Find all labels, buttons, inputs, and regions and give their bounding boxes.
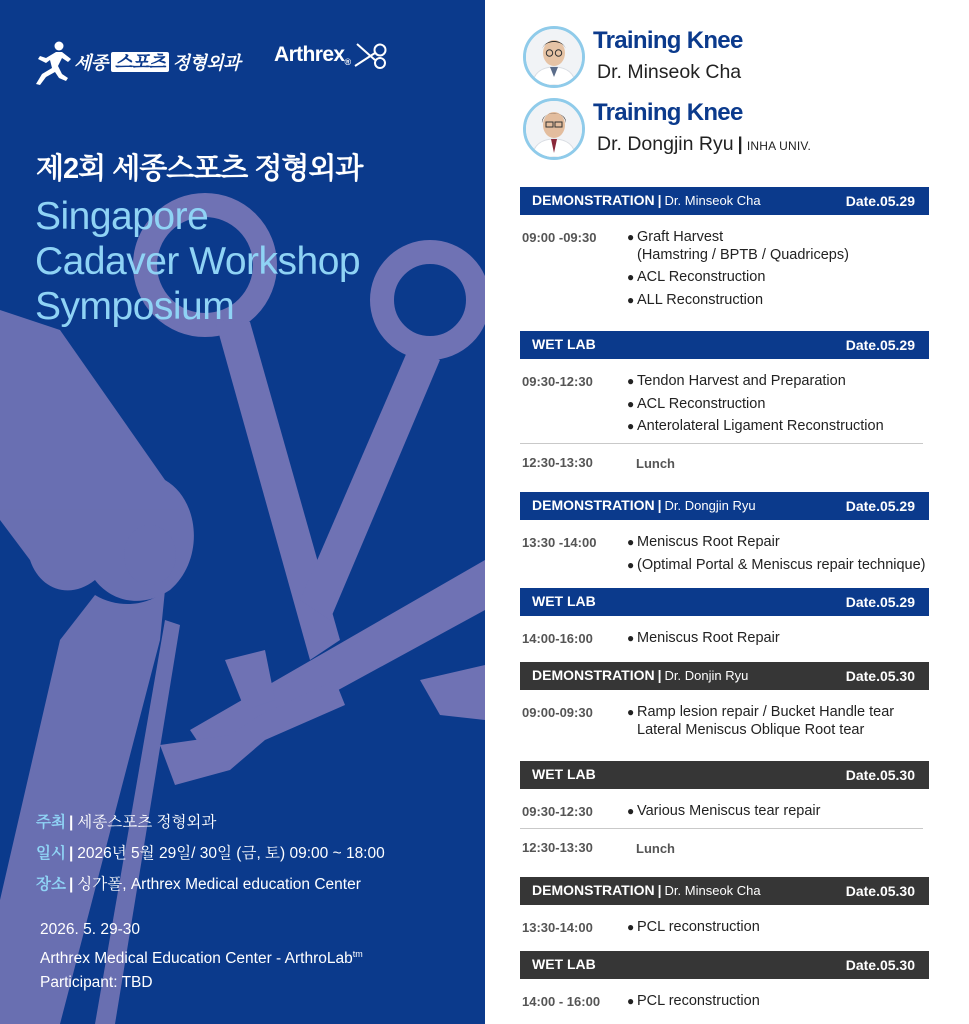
agenda-item-text: Anterolateral Ligament Reconstruction — [637, 417, 884, 434]
bullet-icon: ● — [627, 993, 635, 1008]
avatar — [523, 26, 585, 88]
session-date: Date.05.30 — [845, 956, 915, 973]
session-block — [520, 187, 929, 313]
session-doctor: Dr. Donjin Ryu — [664, 667, 749, 683]
agenda-item — [627, 291, 929, 309]
footer-info — [40, 918, 363, 995]
info-host: 주최 | 세종스포츠 정형외과 — [36, 814, 217, 831]
agenda-item — [627, 533, 929, 551]
arthrex-text: Arthrex — [274, 43, 345, 66]
session-header — [520, 951, 929, 979]
bullet-icon: ● — [627, 803, 635, 818]
session-block — [520, 761, 929, 867]
session-time: 09:00-09:30 — [522, 704, 593, 720]
session-header: DEMONSTRATION | Dr. Donjin Ryu Date.05.30 — [520, 662, 929, 690]
session-time: 09:30-12:30 — [522, 374, 593, 390]
avatar — [523, 98, 585, 160]
session-header: DEMONSTRATION | Dr. Dongjin Ryu Date.05.29 — [520, 492, 929, 520]
person-photo-icon — [526, 101, 582, 157]
session-type: WET LAB — [532, 765, 596, 782]
event-info — [36, 812, 385, 905]
agenda-item-text: PCL reconstruction — [637, 919, 760, 936]
session-date: Date.05.30 — [845, 883, 915, 900]
agenda-item — [627, 395, 929, 413]
agenda-item-text: ACL Reconstruction — [637, 269, 766, 286]
agenda-item-text: Graft Harvest (Hamstring / BPTB / Quadriceps) — [637, 229, 849, 263]
schedule-row — [520, 228, 929, 313]
agenda-item-text: Ramp lesion repair / Bucket Handle tear Lateral Meniscus Oblique Root tear — [637, 703, 895, 738]
session-date: Date.05.30 — [845, 766, 915, 783]
agenda-item — [627, 629, 929, 647]
schedule-row — [520, 992, 929, 1014]
session-block — [520, 492, 929, 578]
bullet-icon: ● — [627, 374, 635, 389]
title-english — [35, 194, 360, 329]
speaker-card — [523, 26, 743, 88]
session-type: DEMONSTRATION — [532, 192, 655, 208]
session-block — [520, 588, 929, 651]
bullet-icon: ● — [627, 920, 635, 935]
bullet-icon: ● — [627, 557, 635, 572]
session-time: 13:30 -14:00 — [522, 535, 597, 551]
schedule-row — [520, 918, 929, 940]
trademark: tm — [352, 949, 363, 959]
session-time: 14:00-16:00 — [522, 631, 593, 647]
title-korean: 제2회 세종스포츠 정형외과 — [36, 153, 363, 185]
schedule-row — [520, 629, 929, 651]
info-venue: 장소 | 싱가폴, Arthrex Medical education Center — [36, 876, 361, 893]
agenda-item — [627, 372, 929, 390]
agenda-item-text: ACL Reconstruction — [637, 395, 766, 412]
session-time: 13:30-14:00 — [522, 920, 593, 936]
session-date: Date.05.29 — [845, 193, 915, 209]
bullet-icon: ● — [627, 292, 635, 307]
session-doctor: Dr. Minseok Cha — [664, 193, 761, 208]
lunch-time: 12:30-13:30 — [522, 455, 593, 471]
session-date: Date.05.29 — [845, 498, 915, 515]
agenda-item — [627, 268, 929, 286]
bullet-icon: ● — [627, 704, 635, 719]
sejong-sports-logo — [32, 38, 240, 86]
lunch-row — [520, 444, 929, 482]
session-type: DEMONSTRATION — [532, 666, 655, 683]
lunch-label: Lunch — [636, 455, 675, 471]
footer-participant: Participant: TBD — [40, 974, 153, 991]
bullet-icon: ● — [627, 396, 635, 411]
scissors-logo-icon — [353, 40, 391, 70]
agenda-item-text: PCL reconstruction — [637, 992, 760, 1009]
session-type: WET LAB — [532, 336, 596, 353]
bullet-icon: ● — [627, 230, 635, 244]
session-header — [520, 588, 929, 616]
session-type: WET LAB — [532, 955, 596, 972]
session-block — [520, 331, 929, 482]
title-line-2: Cadaver Workshop — [35, 240, 361, 283]
speaker-role: Training Knee — [593, 99, 743, 126]
agenda-item-text: (Optimal Portal & Meniscus repair technique) — [637, 556, 926, 573]
session-time: 09:00 -09:30 — [522, 230, 597, 245]
arthrex-logo — [274, 40, 391, 70]
footer-venue: Arthrex Medical Education Center - ArthroLab$^{tm}$ — [40, 949, 363, 967]
agenda-item-text: Tendon Harvest and Preparation — [637, 373, 846, 390]
agenda-item-text: Meniscus Root Repair — [637, 534, 780, 551]
speaker-affiliation: INHA UNIV. — [746, 139, 812, 153]
schedule-row — [520, 533, 929, 578]
speaker-name: Dr. Minseok Cha — [597, 61, 742, 83]
speaker-name: Dr. Dongjin Ryu | INHA UNIV. — [597, 133, 812, 155]
logo-text-pre: 세종 — [74, 53, 108, 73]
lunch-row — [520, 829, 929, 867]
footer-date: 2026. 5. 29-30 — [40, 921, 140, 938]
agenda-item-text: ALL Reconstruction — [637, 291, 764, 308]
runner-icon — [32, 38, 72, 86]
title-line-1: Singapore — [35, 195, 209, 238]
person-photo-icon — [526, 29, 582, 85]
info-datetime: 일시 | 2026년 5월 29일/ 30일 (금, 토) 09:00 ~ 18:00 — [36, 845, 385, 862]
agenda-item — [627, 556, 929, 574]
schedule-row — [520, 802, 929, 824]
bullet-icon: ● — [627, 631, 635, 646]
agenda-item-text: Various Meniscus tear repair — [637, 802, 821, 819]
agenda-item — [627, 417, 929, 435]
lunch-label: Lunch — [636, 840, 675, 856]
session-block — [520, 877, 929, 940]
agenda-item — [627, 703, 929, 739]
logo-text-post: 정형외과 — [172, 53, 241, 73]
session-date: Date.05.29 — [845, 594, 915, 611]
agenda-item — [627, 918, 929, 936]
registered-mark: ® — [344, 57, 351, 67]
agenda-item — [627, 992, 929, 1010]
session-time: 09:30-12:30 — [522, 803, 593, 819]
agenda-item — [627, 802, 929, 820]
session-type: DEMONSTRATION — [532, 882, 655, 899]
session-header — [520, 331, 929, 359]
title-line-3: Symposium — [35, 285, 235, 328]
agenda-item — [627, 228, 929, 264]
schedule — [520, 187, 929, 1014]
session-doctor: Dr. Dongjin Ryu — [664, 498, 756, 514]
bullet-icon: ● — [627, 270, 635, 285]
session-header: DEMONSTRATION | Dr. Minseok Cha Date.05.29 — [520, 187, 929, 215]
session-time: 14:00 - 16:00 — [522, 993, 601, 1009]
session-header: DEMONSTRATION | Dr. Minseok Cha Date.05.30 — [520, 877, 929, 905]
bullet-icon: ● — [627, 418, 635, 433]
session-date: Date.05.30 — [845, 667, 915, 684]
schedule-row — [520, 372, 929, 439]
session-date: Date.05.29 — [845, 337, 915, 354]
lunch-time: 12:30-13:30 — [522, 840, 593, 856]
session-block — [520, 951, 929, 1014]
speaker-role: Training Knee — [593, 27, 743, 54]
session-doctor: Dr. Minseok Cha — [664, 883, 761, 899]
speaker-card — [523, 98, 811, 160]
session-type: DEMONSTRATION — [532, 497, 655, 514]
session-block — [520, 662, 929, 743]
logo-text-box: 스포츠 — [111, 52, 170, 72]
session-header — [520, 761, 929, 789]
session-type: WET LAB — [532, 593, 596, 610]
bullet-icon: ● — [627, 535, 635, 550]
schedule-row — [520, 703, 929, 743]
agenda-item-text: Meniscus Root Repair — [637, 630, 780, 647]
